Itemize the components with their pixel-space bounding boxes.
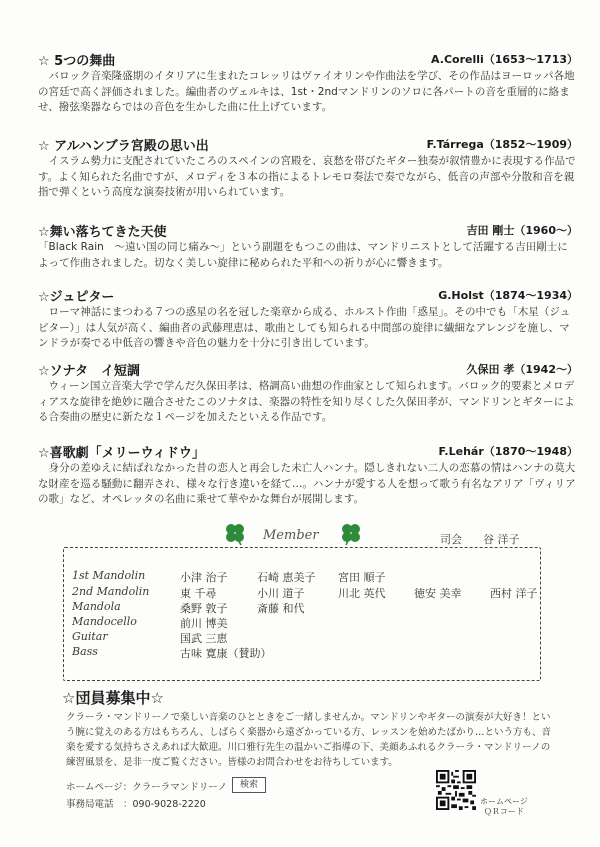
program-composer: 吉田 剛士（1960〜） xyxy=(466,224,578,237)
program-item-holst xyxy=(38,286,578,352)
member-name: 徳安 美幸 xyxy=(414,587,462,600)
member-name: 宮田 順子 xyxy=(338,571,386,584)
program-item-yoshida xyxy=(38,221,578,271)
part-label: Guitar xyxy=(72,630,108,643)
program-title: ☆ 5つの舞曲 xyxy=(38,54,116,69)
member-name: 石崎 恵美子 xyxy=(257,571,316,584)
program-description: ローマ神話にまつわる７つの惑星の名を冠した楽章から成る、ホルスト作曲「惑星」。その中でも「木星（ジュピター）」は人気が高く、編曲者の武藤理恵は、歌曲としても知られる中間部の旋律に繊細なアレンジを施し、マンドラが奏でる中低音の響きや音色の魅力を十分に引き出しています。 xyxy=(38,306,571,349)
part-label: Mandocello xyxy=(72,615,137,628)
program-item-corelli xyxy=(38,50,578,116)
program-description: 「Black Rain 〜遠い国の同じ痛み〜」という副題をもつこの曲は、マンドリニストとして活躍する吉田剛士によって作曲されました。切なく美しい旋律に秘められた平和への祈りが心に響きます。 xyxy=(38,241,568,269)
part-label: Mandola xyxy=(72,600,121,613)
mc-label: 司会 xyxy=(440,533,462,546)
clover-right-icon xyxy=(338,520,364,546)
program-header xyxy=(38,50,578,68)
program-composer: G.Holst（1874〜1934） xyxy=(438,289,578,302)
qr-code-icon[interactable] xyxy=(436,770,476,810)
mc-name: 谷 洋子 xyxy=(483,533,520,546)
phone-label: 事務局電話 ：090-9028-2220 xyxy=(66,799,206,810)
program-title: ☆ アルハンブラ宮殿の思い出 xyxy=(38,139,209,154)
search-button[interactable]: 検索 xyxy=(232,777,266,793)
member-name: 桑野 敦子 xyxy=(180,602,228,615)
part-label: 1st Mandolin xyxy=(72,569,146,582)
recruit-title: ☆団員募集中☆ xyxy=(62,689,164,707)
clover-left-icon xyxy=(222,520,248,546)
program-description: バロック音楽隆盛期のイタリアに生まれたコレッリはヴァイオリンや作曲法を学び、その作品はヨーロッパ各地の宮廷で高く評価されました。編曲者のヴェルキは、1st・2ndマンドリンのソロに各パートの音を重層的に絡ませ、撥弦楽器ならではの音色を生かした曲に仕上げています。 xyxy=(38,70,575,113)
program-title: ☆ソナタ イ短調 xyxy=(38,364,141,379)
program-header xyxy=(38,442,578,460)
program-composer: F.Tárrega（1852〜1909） xyxy=(426,138,578,151)
qr-caption-line-2: ＱＲコード xyxy=(483,807,524,816)
program-composer: 久保田 孝（1942〜） xyxy=(466,363,578,376)
recruit-text: クラーラ・マンドリーノで楽しい音楽のひとときをご一緒しませんか。マンドリンやギターの演奏が大好き！という腕に覚えのある方はもちろん、しばらく楽器から遠ざかっている方、レッスンを始めたばかり…という方も、音楽を愛する気持ちさえあれば大歓迎。川口雅行先生の温かいご指導の下、美顔あふれるクラーラ・マンドリーノの練習風景を、是非一度ご覧ください。皆様のお問合わせをお待ちしています。 xyxy=(66,712,551,768)
program-title: ☆舞い落ちてきた天使 xyxy=(38,225,167,240)
program-title: ☆喜歌劇「メリーウィドウ」 xyxy=(38,446,205,461)
part-label: Bass xyxy=(72,645,98,658)
qr-caption-line-1: ホームページ xyxy=(480,797,528,806)
program-header xyxy=(38,360,578,378)
member-title: Member xyxy=(263,528,319,543)
member-name: 西村 洋子 xyxy=(490,587,538,600)
member-name: 東 千尋 xyxy=(180,587,217,600)
member-name: 小津 治子 xyxy=(180,571,228,584)
program-description: ウィーン国立音楽大学で学んだ久保田孝は、格調高い曲想の作曲家として知られます。バロック的要素とメロディアスな旋律を絶妙に融合させたこのソナタは、楽器の特性を知り尽くした久保田孝が、マンドリンとギターによる合奏曲の歴史に新たな１ページを加えたといえる作品です。 xyxy=(38,380,575,423)
member-name: 古味 寛康（賛助） xyxy=(180,647,272,660)
program-description: イスラム勢力に支配されていたころのスペインの宮殿を、哀愁を帯びたギター独奏が叙情豊かに表現する作品です。よく知られた名曲ですが、メロディを３本の指によるトレモロ奏法で奏でながら、低音の声部や分散和音を親指で弾くという高度な演奏技術が用いられています。 xyxy=(38,155,576,198)
homepage-label: ホームページ：クラーラマンドリーノ xyxy=(66,782,228,793)
member-name: 小川 道子 xyxy=(257,587,305,600)
program-composer: A.Corelli（1653〜1713） xyxy=(431,53,578,66)
part-label: 2nd Mandolin xyxy=(72,585,150,598)
program-item-kubota xyxy=(38,360,578,426)
member-name: 斎藤 和代 xyxy=(257,602,305,615)
member-name: 国武 三恵 xyxy=(180,632,228,645)
program-item-lehar xyxy=(38,442,578,508)
member-name: 前川 博美 xyxy=(180,617,228,630)
qr-caption xyxy=(480,797,528,817)
program-header xyxy=(38,135,578,153)
program-composer: F.Lehár（1870〜1948） xyxy=(438,445,578,458)
program-item-tarrega xyxy=(38,135,578,201)
program-header xyxy=(38,221,578,239)
program-description: 身分の差ゆえに結ばれなかった昔の恋人と再会した未亡人ハンナ。隠しきれない二人の恋慕の情はハンナの莫大な財産を巡る騒動に翻弄され、様々な行き違いを経て…。ハンナが愛する人を想って歌う有名なアリア「ヴィリアの歌」など、オペレッタの名曲に乗せて華やかな舞台が展開します。 xyxy=(38,462,576,505)
program-header xyxy=(38,286,578,304)
program-title: ☆ジュピター xyxy=(38,290,115,305)
member-name: 川北 英代 xyxy=(338,587,386,600)
